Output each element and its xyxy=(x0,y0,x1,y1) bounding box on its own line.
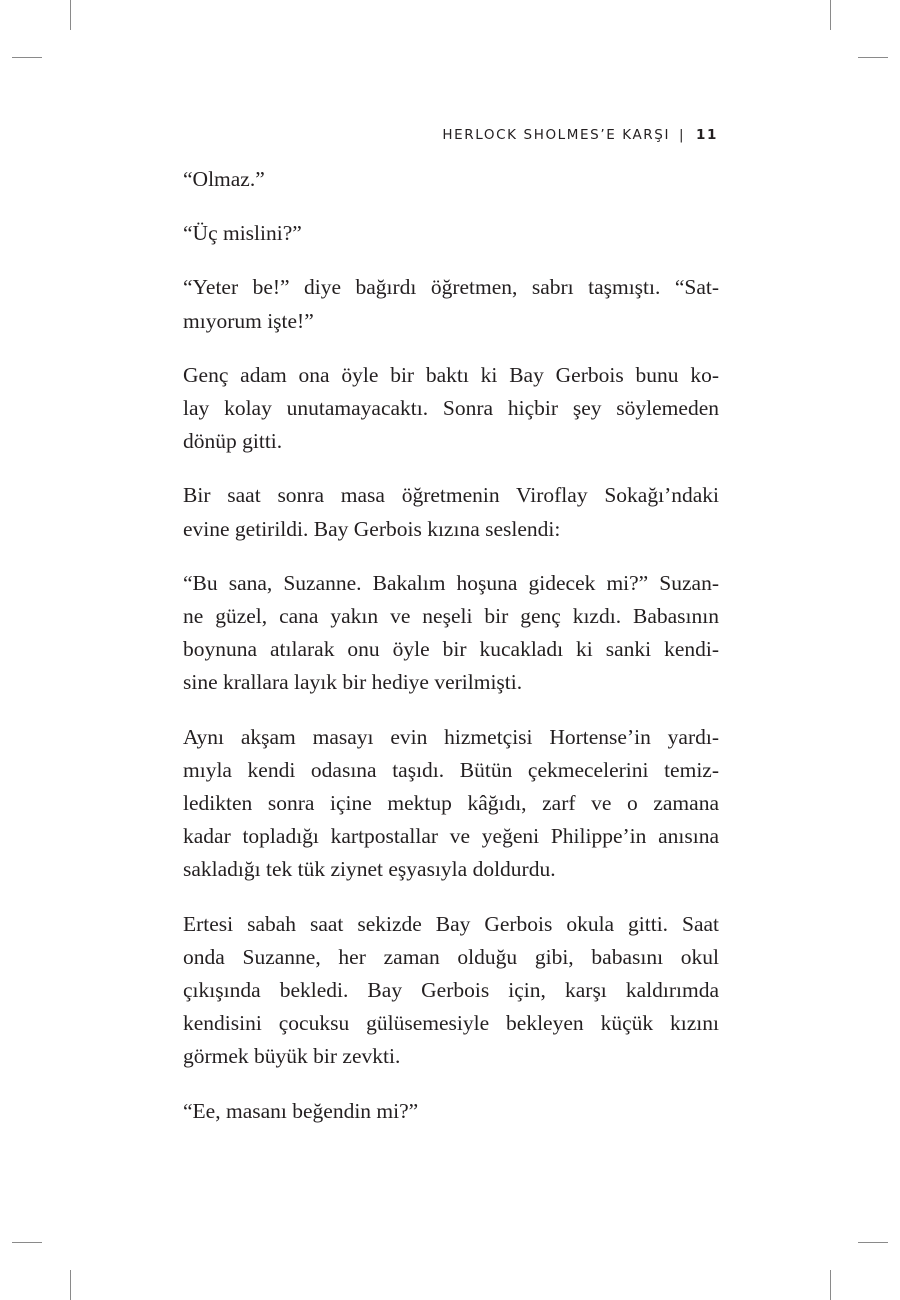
text-line: mıyorum işte!” xyxy=(183,308,314,333)
paragraph xyxy=(183,163,719,196)
text-line: ne güzel, cana yakın ve neşeli bir genç kızdı. Babasının xyxy=(183,604,719,629)
text-line: “Bu sana, Suzanne. Bakalım hoşuna gidecek mi?” Suzan- xyxy=(183,570,719,595)
text-line: Ertesi sabah saat sekizde Bay Gerbois okula gitti. Saat xyxy=(183,911,719,936)
running-head xyxy=(442,127,718,143)
text-line: sine krallara layık bir hediye verilmişti. xyxy=(183,670,523,695)
text-line: boynuna atılarak onu öyle bir kucakladı ki sanki kendi- xyxy=(183,637,719,662)
text-line: kendisini çocuksu gülüsemesiyle bekleyen küçük kızını xyxy=(183,1011,719,1036)
text-line: ledikten sonra içine mektup kâğıdı, zarf ve o zamana xyxy=(183,791,719,816)
paragraph xyxy=(183,721,719,887)
crop-mark-bottom-left-horizontal xyxy=(12,1242,42,1243)
text-line: görmek büyük bir zevkti. xyxy=(183,1044,401,1069)
body-text xyxy=(183,163,719,1149)
text-line: onda Suzanne, her zaman olduğu gibi, babasını okul xyxy=(183,944,719,969)
text-line: Genç adam ona öyle bir baktı ki Bay Gerbois bunu ko- xyxy=(183,362,719,387)
crop-mark-bottom-right-vertical xyxy=(830,1270,831,1300)
paragraph xyxy=(183,359,719,459)
page-number: 11 xyxy=(696,127,718,143)
text-line: mıyla kendi odasına taşıdı. Bütün çekmecelerini temiz- xyxy=(183,757,719,782)
running-title: HERLOCK SHOLMES’E KARŞI xyxy=(442,127,671,143)
text-line: “Üç mislini?” xyxy=(183,221,302,246)
crop-mark-top-left-vertical xyxy=(70,0,71,30)
text-line: Aynı akşam masayı evin hizmetçisi Hortense’in yardı- xyxy=(183,724,719,749)
paragraph xyxy=(183,479,719,545)
crop-mark-top-right-horizontal xyxy=(858,57,888,58)
text-line: lay kolay unutamayacaktı. Sonra hiçbir şey söylemeden xyxy=(183,396,719,421)
crop-mark-top-right-vertical xyxy=(830,0,831,30)
paragraph xyxy=(183,567,719,700)
text-line: evine getirildi. Bay Gerbois kızına seslendi: xyxy=(183,516,561,541)
text-line: dönüp gitti. xyxy=(183,429,283,454)
text-line: “Yeter be!” diye bağırdı öğretmen, sabrı taşmıştı. “Sat- xyxy=(183,275,719,300)
text-line: “Olmaz.” xyxy=(183,167,265,191)
crop-mark-bottom-right-horizontal xyxy=(858,1242,888,1243)
paragraph xyxy=(183,1095,719,1128)
paragraph xyxy=(183,217,719,250)
paragraph xyxy=(183,271,719,337)
text-line: çıkışında bekledi. Bay Gerbois için, karşı kaldırımda xyxy=(183,978,719,1003)
paragraph xyxy=(183,908,719,1074)
crop-mark-top-left-horizontal xyxy=(12,57,42,58)
header-separator: | xyxy=(678,127,686,143)
text-line: Bir saat sonra masa öğretmenin Viroflay Sokağı’ndaki xyxy=(183,483,719,508)
crop-mark-bottom-left-vertical xyxy=(70,1270,71,1300)
text-line: “Ee, masanı beğendin mi?” xyxy=(183,1098,419,1123)
text-line: sakladığı tek tük ziynet eşyasıyla doldurdu. xyxy=(183,857,556,882)
text-line: kadar topladığı kartpostallar ve yeğeni Philippe’in anısına xyxy=(183,824,719,849)
